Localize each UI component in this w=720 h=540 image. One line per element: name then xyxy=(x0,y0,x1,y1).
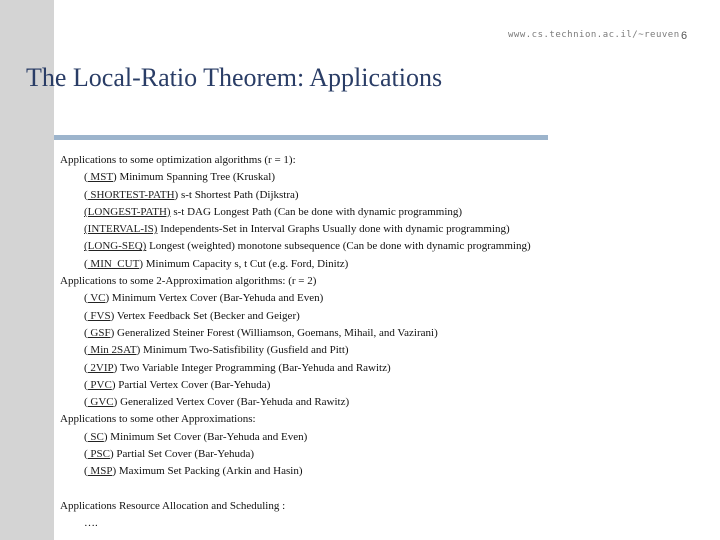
list-item xyxy=(0,204,720,221)
item-prefix: ( xyxy=(84,361,88,374)
section-heading: Applications to some other Approximations: xyxy=(60,413,256,426)
title-underline-rule xyxy=(54,135,548,140)
section-heading: Applications to some optimization algorithms (r = 1): xyxy=(60,154,296,166)
list-item xyxy=(0,308,720,325)
list-item xyxy=(0,446,720,463)
algorithm-code: MIN_CUT xyxy=(87,257,140,270)
list-item xyxy=(0,342,720,359)
algorithm-code: 2VIP xyxy=(87,361,114,374)
item-description: s-t DAG Longest Path (Can be done with dynamic programming) xyxy=(170,205,463,218)
item-description: ) Maximum Set Packing (Arkin and Hasin) xyxy=(112,465,303,478)
item-prefix: ( xyxy=(84,448,88,461)
section-heading: Applications Resource Allocation and Scheduling : xyxy=(60,499,286,512)
algorithm-code: FVS xyxy=(87,309,111,322)
algorithm-code: (LONG-SEQ) xyxy=(84,240,147,253)
item-prefix: ( xyxy=(84,188,88,201)
list-item xyxy=(0,377,720,394)
item-prefix: ( xyxy=(84,378,88,391)
algorithm-code: PSC xyxy=(87,448,110,461)
item-description: ) Partial Set Cover (Bar-Yehuda) xyxy=(110,448,255,461)
algorithm-code: MSP xyxy=(87,465,113,478)
item-description: ) Generalized Steiner Forest (Williamson, Goemans, Mihail, and Vazirani) xyxy=(110,326,438,339)
algorithm-code: GSF xyxy=(87,326,111,339)
algorithm-code: SC xyxy=(87,430,104,443)
list-item xyxy=(0,169,720,186)
algorithm-code: VC xyxy=(87,292,106,305)
item-description: ) Minimum Set Cover (Bar-Yehuda and Even) xyxy=(103,430,308,443)
list-item xyxy=(0,256,720,273)
item-prefix: ( xyxy=(84,171,88,184)
list-item xyxy=(0,238,720,255)
item-description: Independents-Set in Interval Graphs Usually done with dynamic programming) xyxy=(157,223,510,236)
slide-title: The Local-Ratio Theorem: Applications xyxy=(26,63,443,92)
list-item xyxy=(0,187,720,204)
item-prefix: ( xyxy=(84,430,88,443)
slide-content xyxy=(0,152,720,532)
algorithm-code: (LONGEST-PATH) xyxy=(84,205,171,218)
list-item xyxy=(0,221,720,238)
item-description: ) Vertex Feedback Set (Becker and Geiger) xyxy=(110,309,300,322)
item-prefix: ( xyxy=(84,257,88,270)
item-prefix: ( xyxy=(84,292,88,305)
list-item xyxy=(0,463,720,480)
list-item xyxy=(0,325,720,342)
header-url: www.cs.technion.ac.il/~reuven xyxy=(508,30,680,40)
algorithm-code: Min 2SAT xyxy=(87,344,137,357)
list-item xyxy=(0,290,720,307)
item-description: ) Minimum Two-Satisfibility (Gusfield and Pitt) xyxy=(136,344,349,357)
section-heading: Applications to some 2-Approximation algorithms: (r = 2) xyxy=(60,275,317,288)
item-prefix: ( xyxy=(84,465,88,478)
item-description: ) s-t Shortest Path (Dijkstra) xyxy=(174,188,299,201)
algorithm-code: MST xyxy=(87,171,114,184)
algorithm-code: SHORTEST-PATH xyxy=(87,188,175,201)
item-description: Longest (weighted) monotone subsequence (Can be done with dynamic programming) xyxy=(146,240,531,253)
algorithm-code: GVC xyxy=(87,396,114,409)
algorithm-code: (INTERVAL-IS) xyxy=(84,223,158,236)
item-prefix: ( xyxy=(84,326,88,339)
item-description: ) Two Variable Integer Programming (Bar-Yehuda and Rawitz) xyxy=(113,361,391,374)
list-item xyxy=(0,394,720,411)
item-description: ) Minimum Capacity s, t Cut (e.g. Ford, Dinitz) xyxy=(139,257,349,270)
item-description: ) Partial Vertex Cover (Bar-Yehuda) xyxy=(111,378,271,391)
item-description: ) Minimum Spanning Tree (Kruskal) xyxy=(113,171,275,184)
item-ellipsis: …. xyxy=(84,516,98,529)
list-item xyxy=(0,429,720,446)
algorithm-code: PVC xyxy=(87,378,112,391)
item-prefix: ( xyxy=(84,344,88,357)
list-item xyxy=(0,360,720,377)
item-prefix: ( xyxy=(84,396,88,409)
item-prefix: ( xyxy=(84,309,88,322)
page-number: 6 xyxy=(681,30,688,42)
item-description: ) Minimum Vertex Cover (Bar-Yehuda and Even) xyxy=(105,292,324,305)
section-spacer xyxy=(0,481,720,498)
item-description: ) Generalized Vertex Cover (Bar-Yehuda and Rawitz) xyxy=(113,396,350,409)
list-item xyxy=(0,515,720,532)
